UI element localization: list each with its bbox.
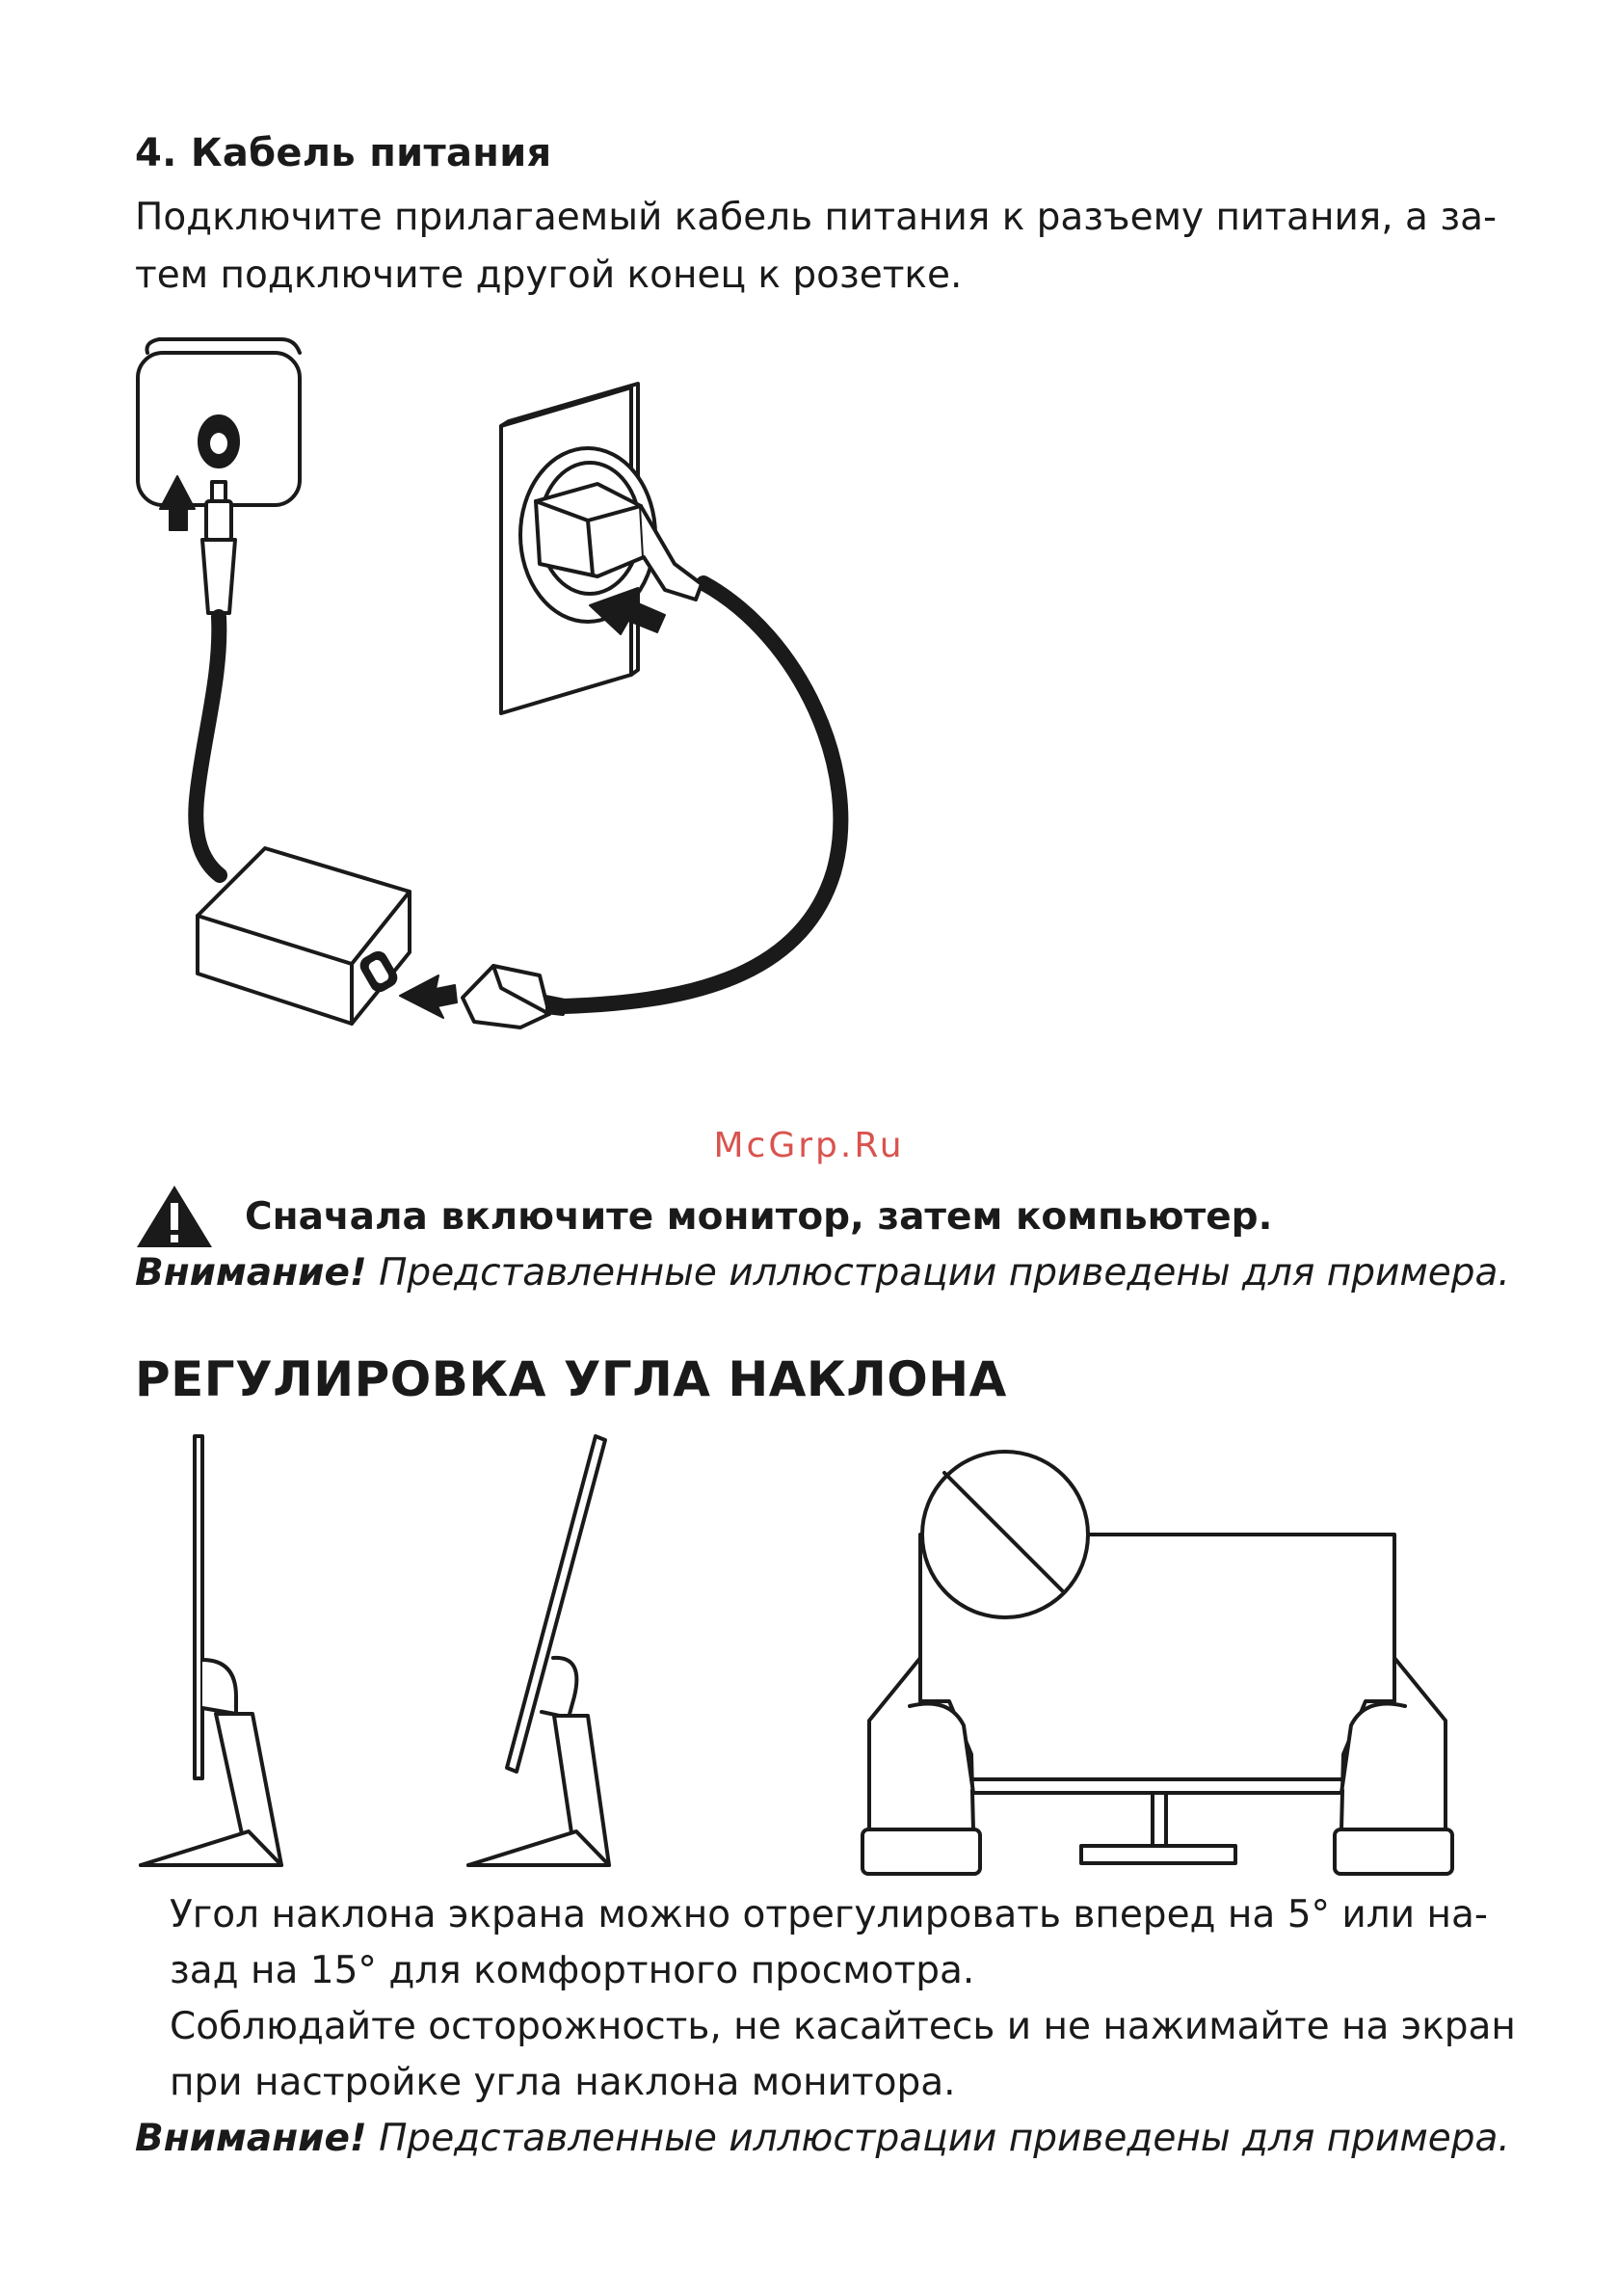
note-label-2: Внимание! bbox=[135, 2117, 367, 2160]
prohibited-icon bbox=[922, 1452, 1088, 1617]
tilt-instructions bbox=[170, 1887, 1516, 2111]
watermark: McGrp.Ru bbox=[713, 1126, 905, 1165]
tilt-instructions-line-4: при настройке угла наклона монитора. bbox=[170, 2061, 956, 2104]
warning-text: Сначала включите монитор, затем компьютер. bbox=[245, 1195, 1273, 1239]
tilt-instructions-line-1: Угол наклона экрана можно отрегулировать вперед на 5° или на- bbox=[170, 1893, 1488, 1936]
monitor-side-tilted bbox=[468, 1436, 609, 1865]
power-instructions-line-2: тем подключите другой конец к розетке. bbox=[135, 254, 963, 297]
tilt-instructions-line-3: Соблюдайте осторожность, не касайтесь и не нажимайте на экран bbox=[170, 2005, 1516, 2048]
monitor-side-upright bbox=[141, 1436, 281, 1865]
tilt-instructions-line-2: зад на 15° для комфортного просмотра. bbox=[170, 1949, 975, 1992]
section-heading: 4. Кабель питания bbox=[135, 131, 552, 175]
note-label: Внимание! bbox=[135, 1251, 367, 1295]
note-text-2: Представленные иллюстрации приведены для примера. bbox=[379, 2117, 1510, 2160]
illustration-note-2 bbox=[135, 2117, 1510, 2160]
power-instructions-line-1: Подключите прилагаемый кабель питания к разъему питания, а за- bbox=[135, 196, 1498, 239]
page-title: РЕГУЛИРОВКА УГЛА НАКЛОНА bbox=[135, 1351, 1007, 1407]
note-text: Представленные иллюстрации приведены для примера. bbox=[379, 1251, 1510, 1295]
